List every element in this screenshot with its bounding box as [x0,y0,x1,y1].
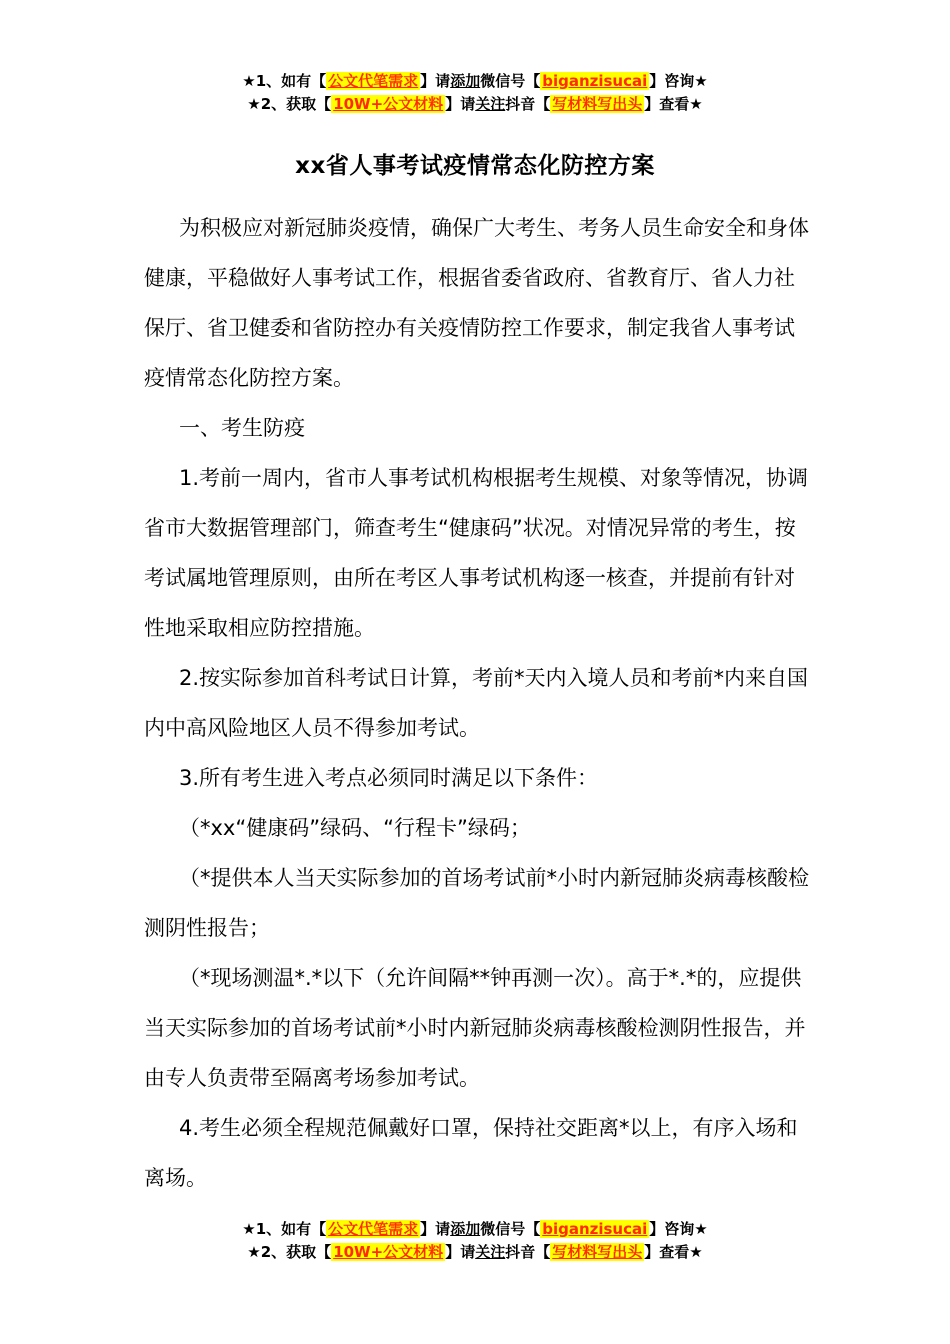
promo-text: 】请 [420,1220,451,1238]
promo-highlight-materials: 10W+公文材料 [333,95,444,113]
promo-text: 微信号【 [480,1220,541,1238]
promo-text: 】请 [420,72,451,90]
promo-line-2 [0,93,950,116]
promo-highlight-douyin: 写材料写出头 [552,95,643,113]
promo-line-2 [0,1241,950,1264]
promo-underlined-text: 添加 [450,72,481,90]
promo-text: ★1、如有【 [242,72,327,90]
top-promo-banner [0,70,950,116]
bottom-promo-banner [0,1218,950,1264]
paragraph-condition-2: （*提供本人当天实际参加的首场考试前*小时内新冠肺炎病毒核酸检测阴性报告； [144,866,809,940]
promo-underlined-text: 关注 [475,1243,506,1261]
promo-underlined-text: 关注 [475,95,506,113]
promo-text: 】查看★ [644,95,703,113]
promo-text: 】咨询★ [649,72,708,90]
promo-text: 】请 [445,95,476,113]
promo-text: 抖音【 [505,1243,551,1261]
promo-highlight-service: 公文代笔需求 [328,72,419,90]
paragraph-condition-1: （*xx“健康码”绿码、“行程卡”绿码； [179,816,531,840]
paragraph-item-2: 2.按实际参加首科考试日计算，考前*天内入境人员和考前*内来自国内中高风险地区人员不得参加考试。 [144,666,809,740]
promo-line-1 [0,70,950,93]
promo-highlight-materials: 10W+公文材料 [333,1243,444,1261]
promo-text: ★2、获取【 [247,1243,332,1261]
paragraph-item-4: 4.考生必须全程规范佩戴好口罩，保持社交距离*以上，有序入场和离场。 [144,1116,798,1190]
paragraph-condition-3: （*现场测温*.*以下（允许间隔**钟再测一次）。高于*.*的，应提供当天实际参加的首场考试前*小时内新冠肺炎病毒核酸检测阴性报告，并由专人负责带至隔离考场参加考试。 [144,966,806,1090]
promo-text: 】咨询★ [649,1220,708,1238]
section-heading: 一、考生防疫 [179,416,305,440]
promo-highlight-service: 公文代笔需求 [328,1220,419,1238]
promo-text: ★2、获取【 [247,95,332,113]
paragraph-item-3: 3.所有考生进入考点必须同时满足以下条件： [179,766,599,790]
promo-text: ★1、如有【 [242,1220,327,1238]
promo-line-1 [0,1218,950,1241]
paragraph-intro: 为积极应对新冠肺炎疫情，确保广大考生、考务人员生命安全和身体健康，平稳做好人事考试工作，根据省委省政府、省教育厅、省人力社保厅、省卫健委和省防控办有关疫情防控工作要求，制定我省人事考试疫情常态化防控方案。 [144,216,809,390]
document-title: xx省人事考试疫情常态化防控方案 [295,153,655,179]
document-body [144,203,814,1203]
promo-text: 抖音【 [505,95,551,113]
promo-underlined-text: 添加 [450,1220,481,1238]
promo-text: 】请 [445,1243,476,1261]
promo-text: 微信号【 [480,72,541,90]
promo-highlight-wechat-id: biganzisucai [542,1220,648,1238]
paragraph-item-1: 1.考前一周内，省市人事考试机构根据考生规模、对象等情况，协调省市大数据管理部门，筛查考生“健康码”状况。对情况异常的考生，按考试属地管理原则，由所在考区人事考试机构逐一核查，并提前有针对性地采取相应防控措施。 [144,466,809,640]
promo-highlight-douyin: 写材料写出头 [552,1243,643,1261]
promo-text: 】查看★ [644,1243,703,1261]
promo-highlight-wechat-id: biganzisucai [542,72,648,90]
